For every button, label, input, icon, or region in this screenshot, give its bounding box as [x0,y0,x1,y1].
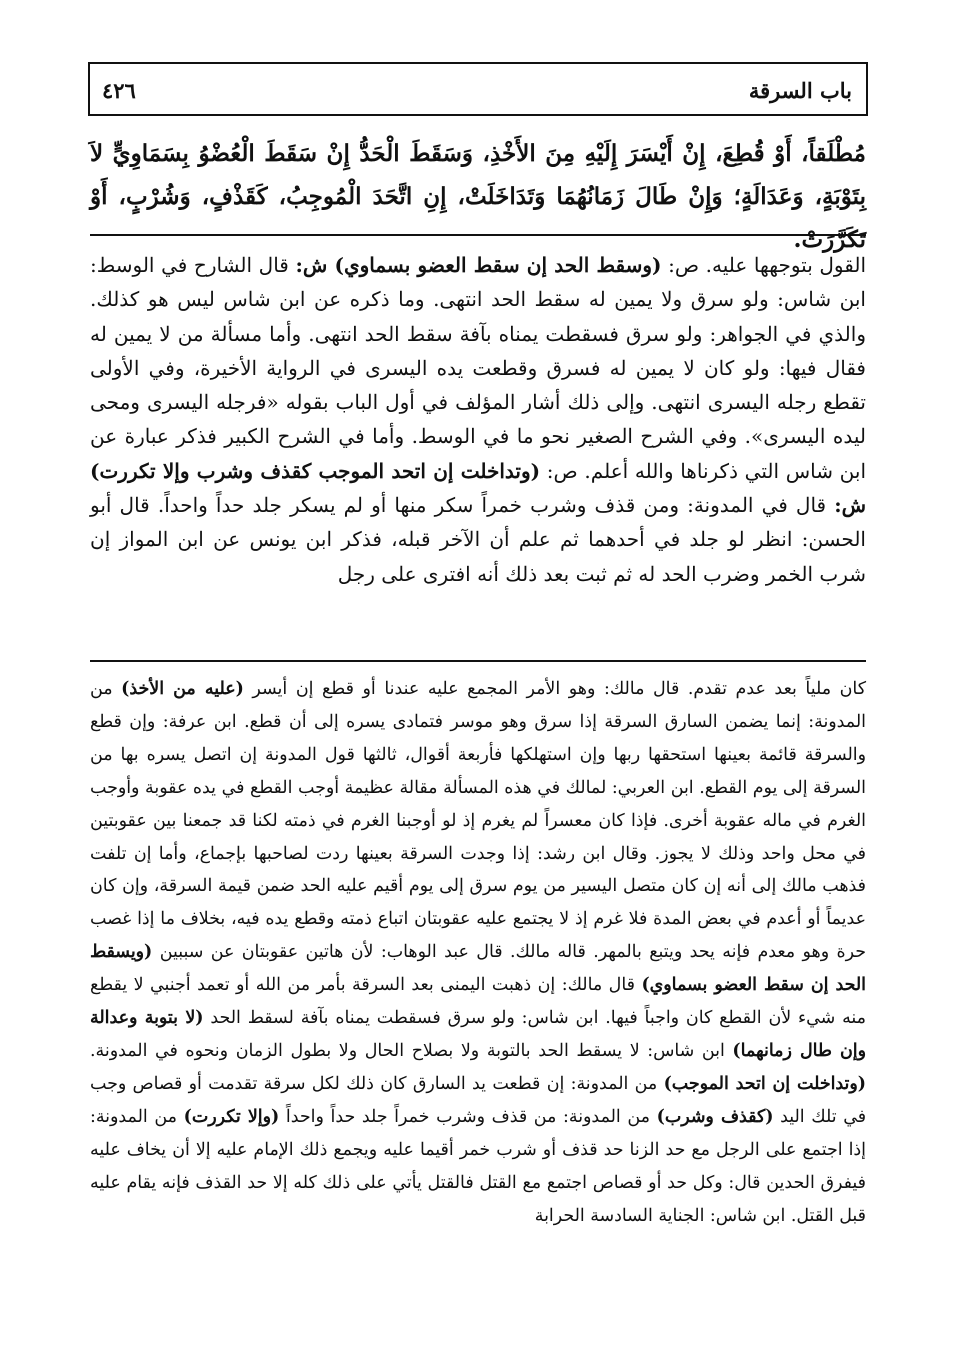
divider-footnotes [90,660,866,662]
quoted-matn: (كقذف وشرب) [656,1106,774,1127]
margin-notes [90,673,866,1232]
page-header [88,62,868,116]
main-text-paragraph: مُطْلَقاً، أَوْ قُطِعَ، إِنْ أَيْسَرَ إِلَيْهِ مِنَ الأَخْذِ، وَسَقَطَ الْحَدُّ إِنْ سَقَطَ الْعُضْوُ بِسَمَاوِيٍّ لاَ بِتَوْبَةٍ، وَعَدَالَةٍ؛ وَإِنْ طَالَ زَمَانُهُمَا وَتَدَاخَلَتْ، إِنِ اتَّحَدَ الْمُوجِبُ، كَقَذْفٍ، وَشُرْبٍ، أَوْ تَكَرَّرَتْ. [90,140,866,253]
quoted-matn: (عليه من الأخذ) [121,679,244,699]
quoted-matn: (وإلا تكررت) [183,1106,280,1127]
commentary [90,248,866,591]
commentary-text: قال في المدونة: ومن قذف وشرب خمراً سكر منها أو لم يسكر جلد حداً واحداً. قال أبو الحسن: انظر لو جلد في أحدهما ثم علم أن الآخر قبله، فذكر ابن يونس عن ابن المواز إن شرب الخمر وضرب الحد له ثم ثبت بعد ذلك أنه افترى على رجل [90,493,866,586]
note-text: قال مالك: إن ذهبت اليمنى بعد السرقة بأمر من الله أو تعمد أجنبي لا يقطع منه شيء لأن القطع كان واجباً فيها. ابن شاس: ولو سرق فسقطت يمناه بآفة لسقط الحد [90,975,866,1029]
quoted-matn: (وتداخلت إن اتحد الموجب) [663,1073,867,1094]
divider-main [90,234,866,236]
page-number: ٤٢٦ [102,78,136,103]
note-text: كان ملياً بعد عدم تقدم. قال مالك: وهو الأمر المجمع عليه عندنا أو قطع إن أيسر [243,679,866,699]
quoted-matn: (لا بتوبة وعدالة وإن طال زمانهما) [90,1008,866,1061]
quoted-matn: (وسقط الحد إن سقط العضو بسماوي) ش: [295,253,662,277]
note-text: ابن شاس: لا يسقط الحد بالتوبة ولا بصلاح الحال ولا بطول الزمان ونحوه في المدونة. [90,1040,733,1061]
note-text: من المدونة: إنما يضمن السارق السرقة إذا سرق وهو موسر فتمادى يسره إلى أن قطع. ابن عرفة: وإن قطع والسرقة قائمة بعينها استحقها ربها وإن استهلكها فأربعة أقوال، ثالثها قول المدونة إن اتصل يسره بها من السرقة إلى يوم القطع. ابن العربي: لمالك في هذه المسألة مقالة عظيمة أوجب القطع في يده عقوبة وأوجب الغرم في ماله عقوبة أخرى. فإذا كان معسراً لم يغرم إذ لو أوجبنا الغرم في ذمته لكنا قد جمعنا بين عقوبتين في محل واحد وذلك لا يجوز. وقال ابن رشد: إذا وجدت السرقة بعينها ردت لصاحبها بإجماع، وأما إن تلفت فذهب مالك إلى أنه إن كان متصل اليسير من يوم سرق إلى يوم أقيم عليه الحد ضمن قيمة السرقة، وإن كان عديماً أو أعدم في بعض المدة فلا غرم إذ لا يجتمع عليه عقوبتان اتباع ذمته وقطع يده فيه، بخلاف ما إذا غصب حرة وهو معدم فإنه يحد ويتبع بالمهر. قاله مالك. قال عبد الوهاب: لأن هاتين عقوبتان عن سببين [90,679,866,963]
main-text [90,132,866,261]
commentary-paragraph [90,248,866,591]
quoted-matn: (وتداخلت إن اتحد الموجب كقذف وشرب وإلا تكررت) ش: [90,458,866,518]
chapter-title: باب السرقة [748,78,852,103]
commentary-text: قال الشارح في الوسط: ابن شاس: ولو سرق ولا يمين له سقط الحد انتهى. وما ذكره عن ابن شاس ليس هو كذلك. والذي في الجواهر: ولو سرق فسقطت يمناه بآفة سقط الحد انتهى. وأما مسألة من لا يمين له فقال فيها: ولو كان لا يمين له فسرق وقطعت يده اليسرى في الرواية الأخيرة، وفي الأولى تقطع رجله اليسرى انتهى. وإلى ذلك أشار المؤلف في أول الباب بقوله «فرجله اليسرى ومحى ليده اليسرى». وفي الشرح الصغير نحو ما في الوسط. وأما في الشرح الكبير فذكر عبارة عن ابن شاس التي ذكرناها والله أعلم. ص: [90,253,866,483]
quoted-matn: (ويسقط الحد إن سقط العضو بسماوي) [90,942,867,996]
commentary-text: القول بتوجهها عليه. ص: [661,253,866,277]
note-text: من المدونة: من قذف وشرب خمراً جلد حداً واحداً [279,1106,657,1127]
note-text: من المدونة: إذا اجتمع على الرجل مع حد الزنا حد قذف أو شرب خمر أقيما عليه ويجمع ذلك الإمام عليه إلا أن يخاف عليه فيفرق الحدين قال: وكل حد أو قصاص اجتمع مع القتل فالقتل يأتي على ذلك كله إلا حد القذف فإنه يقام عليه قبل القتل. ابن شاس: الجناية السادسة الحرابة [90,1106,866,1226]
note-text: من المدونة: إن قطعت يد السارق كان ذلك لكل سرقة تقدمت أو قصاص وجب في تلك اليد [90,1073,867,1127]
margin-notes-paragraph [90,673,866,1232]
